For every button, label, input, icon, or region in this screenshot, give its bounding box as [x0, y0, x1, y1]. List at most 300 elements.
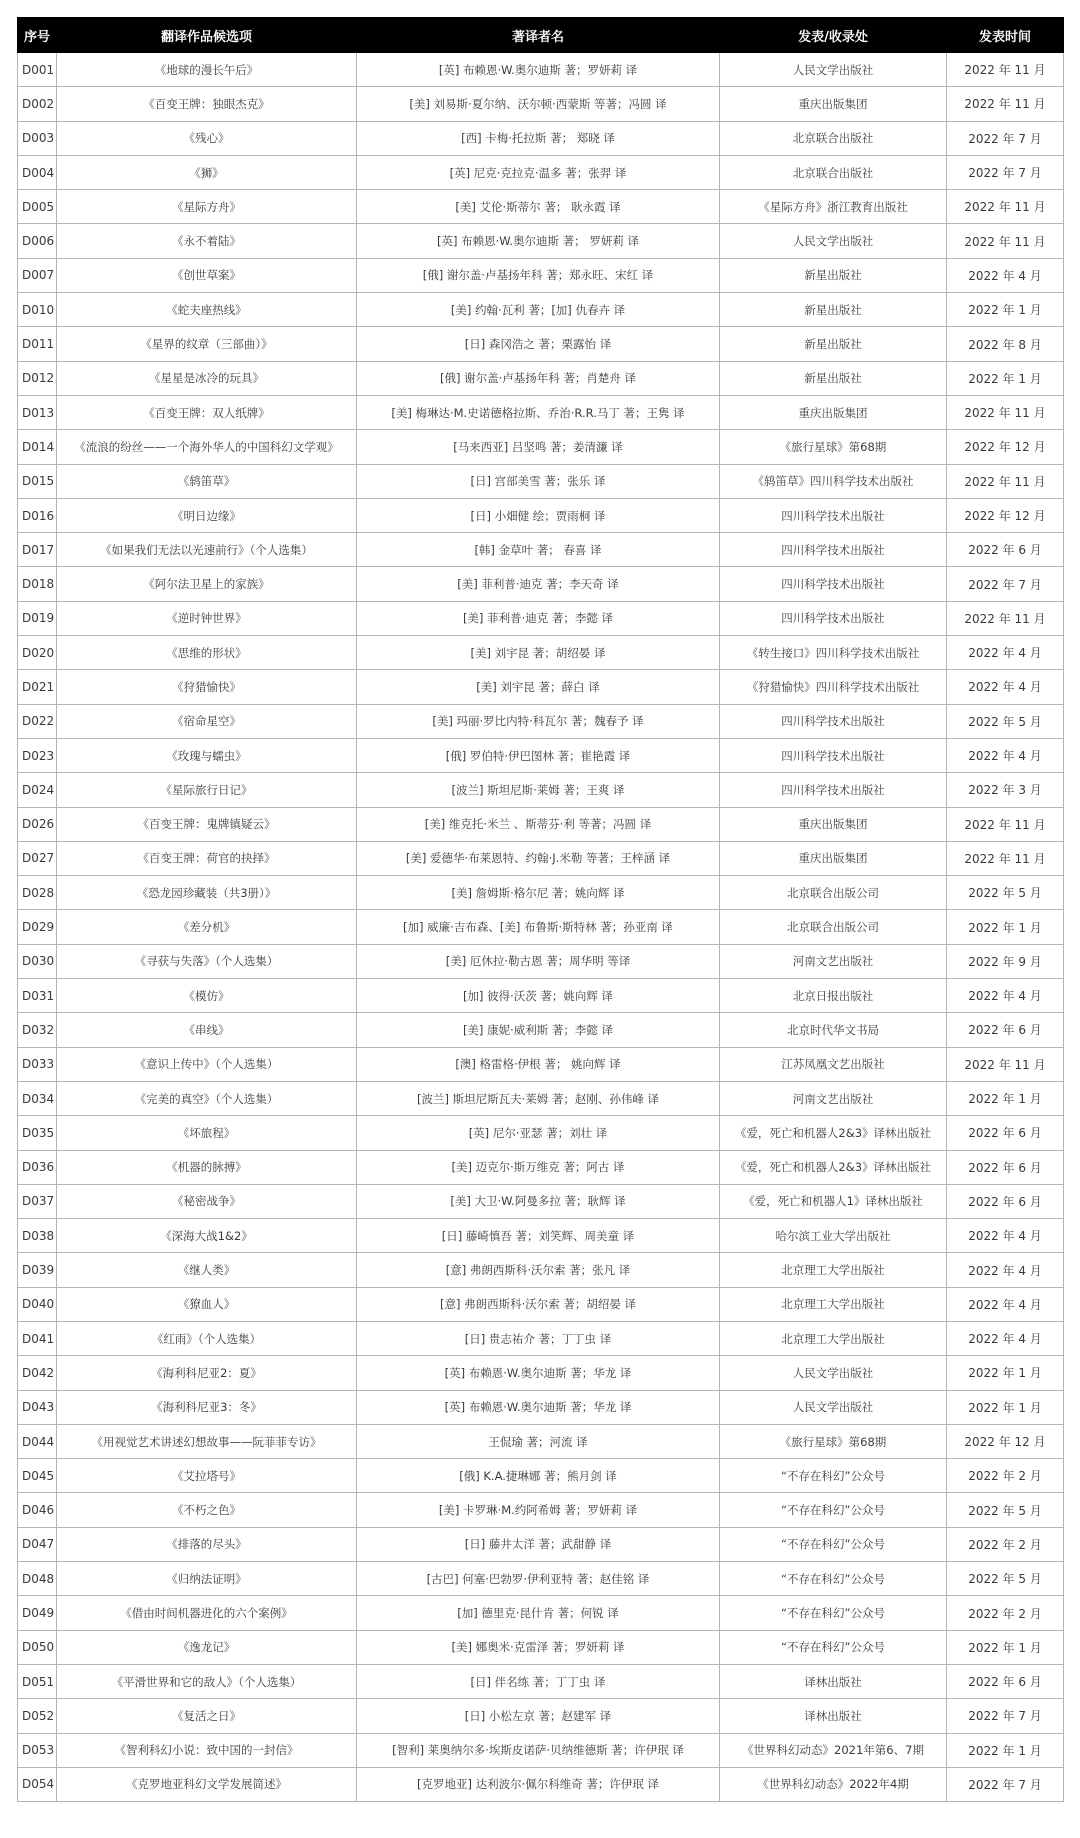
cell-title: 《逸龙记》 — [57, 1630, 357, 1664]
cell-publisher: 四川科学技术出版社 — [720, 704, 947, 738]
cell-date: 2022 年 1 月 — [947, 361, 1064, 395]
cell-publisher: 《转生接口》四川科学技术出版社 — [720, 636, 947, 670]
header-date: 发表时间 — [947, 18, 1064, 53]
table-row — [18, 361, 1064, 395]
header-author: 著译者名 — [357, 18, 720, 53]
cell-publisher: “不存在科幻”公众号 — [720, 1596, 947, 1630]
table-row — [18, 258, 1064, 292]
table-row — [18, 841, 1064, 875]
cell-publisher: 北京理工大学出版社 — [720, 1253, 947, 1287]
cell-author: [西] 卡梅·托拉斯 著； 郑晓 译 — [357, 121, 720, 155]
table-row — [18, 1493, 1064, 1527]
table-row — [18, 979, 1064, 1013]
cell-id: D033 — [18, 1047, 57, 1081]
cell-title: 《坏旅程》 — [57, 1116, 357, 1150]
table-row — [18, 670, 1064, 704]
table-row — [18, 773, 1064, 807]
cell-title: 《创世草案》 — [57, 258, 357, 292]
cell-date: 2022 年 11 月 — [947, 53, 1064, 87]
cell-id: D042 — [18, 1356, 57, 1390]
cell-id: D048 — [18, 1562, 57, 1596]
cell-author: [加] 威廉·吉布森、[美] 布鲁斯·斯特林 著；孙亚南 译 — [357, 910, 720, 944]
cell-id: D037 — [18, 1184, 57, 1218]
cell-publisher: 人民文学出版社 — [720, 224, 947, 258]
cell-date: 2022 年 11 月 — [947, 1047, 1064, 1081]
cell-publisher: 重庆出版集团 — [720, 87, 947, 121]
cell-id: D050 — [18, 1630, 57, 1664]
table-row — [18, 1699, 1064, 1733]
table-row — [18, 498, 1064, 532]
cell-publisher: 北京联合出版公司 — [720, 910, 947, 944]
cell-publisher: 人民文学出版社 — [720, 1390, 947, 1424]
cell-date: 2022 年 11 月 — [947, 87, 1064, 121]
cell-author: [日] 森冈浩之 著；栗露怡 译 — [357, 327, 720, 361]
cell-publisher: 四川科学技术出版社 — [720, 738, 947, 772]
cell-publisher: “不存在科幻”公众号 — [720, 1527, 947, 1561]
table-row — [18, 430, 1064, 464]
cell-id: D016 — [18, 498, 57, 532]
cell-publisher: 新星出版社 — [720, 258, 947, 292]
cell-title: 《差分机》 — [57, 910, 357, 944]
table-row — [18, 1253, 1064, 1287]
cell-title: 《星星是冰冷的玩具》 — [57, 361, 357, 395]
cell-id: D051 — [18, 1664, 57, 1698]
cell-id: D034 — [18, 1081, 57, 1115]
cell-author: [智利] 莱奥纳尔多·埃斯皮诺萨·贝纳维德斯 著；许伊珉 译 — [357, 1733, 720, 1767]
cell-author: [美] 菲利普·迪克 著；李懿 译 — [357, 601, 720, 635]
cell-title: 《星界的纹章（三部曲）》 — [57, 327, 357, 361]
cell-date: 2022 年 1 月 — [947, 1081, 1064, 1115]
cell-title: 《阿尔法卫星上的家族》 — [57, 567, 357, 601]
cell-title: 《深海大战1&2》 — [57, 1219, 357, 1253]
cell-author: [俄] K.A.捷琳娜 著；熊月剑 译 — [357, 1459, 720, 1493]
cell-author: [美] 卡罗琳·M.约阿希姆 著；罗妍莉 译 — [357, 1493, 720, 1527]
cell-author: [古巴] 何塞·巴勃罗·伊利亚特 著；赵佳铭 译 — [357, 1562, 720, 1596]
cell-author: [日] 藤崎慎吾 著；刘笑辉、周美童 译 — [357, 1219, 720, 1253]
cell-author: [俄] 罗伯特·伊巴图林 著；崔艳霞 译 — [357, 738, 720, 772]
cell-publisher: 北京时代华文书局 — [720, 1013, 947, 1047]
table-row — [18, 1184, 1064, 1218]
table-row — [18, 1081, 1064, 1115]
cell-publisher: 新星出版社 — [720, 293, 947, 327]
cell-title: 《完美的真空》（个人选集） — [57, 1081, 357, 1115]
cell-date: 2022 年 12 月 — [947, 1424, 1064, 1458]
cell-publisher: 译林出版社 — [720, 1699, 947, 1733]
cell-date: 2022 年 3 月 — [947, 773, 1064, 807]
table-row — [18, 1287, 1064, 1321]
table-row — [18, 601, 1064, 635]
cell-id: D017 — [18, 533, 57, 567]
cell-title: 《恐龙园珍藏装（共3册）》 — [57, 876, 357, 910]
cell-author: [澳] 格雷格·伊根 著； 姚向辉 译 — [357, 1047, 720, 1081]
cell-author: [英] 尼尔·亚瑟 著；刘壮 译 — [357, 1116, 720, 1150]
cell-id: D039 — [18, 1253, 57, 1287]
cell-publisher: 北京联合出版公司 — [720, 876, 947, 910]
cell-date: 2022 年 11 月 — [947, 190, 1064, 224]
cell-publisher: 北京联合出版社 — [720, 121, 947, 155]
cell-publisher: 四川科学技术出版社 — [720, 773, 947, 807]
cell-date: 2022 年 4 月 — [947, 636, 1064, 670]
cell-date: 2022 年 4 月 — [947, 1287, 1064, 1321]
cell-title: 《继人类》 — [57, 1253, 357, 1287]
cell-id: D040 — [18, 1287, 57, 1321]
cell-title: 《平滑世界和它的敌人》（个人选集） — [57, 1664, 357, 1698]
cell-id: D054 — [18, 1767, 57, 1801]
cell-author: [美] 艾伦·斯蒂尔 著； 耿永霞 译 — [357, 190, 720, 224]
cell-author: [俄] 谢尔盖·卢基扬年科 著；肖楚舟 译 — [357, 361, 720, 395]
cell-id: D041 — [18, 1321, 57, 1355]
cell-date: 2022 年 6 月 — [947, 1184, 1064, 1218]
table-row — [18, 1321, 1064, 1355]
cell-publisher: 河南文艺出版社 — [720, 944, 947, 978]
cell-date: 2022 年 2 月 — [947, 1527, 1064, 1561]
cell-publisher: “不存在科幻”公众号 — [720, 1630, 947, 1664]
cell-date: 2022 年 4 月 — [947, 1253, 1064, 1287]
table-row — [18, 1733, 1064, 1767]
table-row — [18, 1150, 1064, 1184]
cell-publisher: “不存在科幻”公众号 — [720, 1562, 947, 1596]
cell-author: [日] 伴名练 著；丁丁虫 译 — [357, 1664, 720, 1698]
cell-author: [意] 弗朗西斯科·沃尔索 著；胡绍晏 译 — [357, 1287, 720, 1321]
cell-id: D004 — [18, 155, 57, 189]
cell-date: 2022 年 12 月 — [947, 430, 1064, 464]
cell-author: [美] 迈克尔·斯万维克 著；阿古 译 — [357, 1150, 720, 1184]
cell-publisher: 译林出版社 — [720, 1664, 947, 1698]
cell-id: D021 — [18, 670, 57, 704]
cell-author: [美] 梅琳达·M.史诺德格拉斯、乔治·R.R.马丁 著；王隽 译 — [357, 395, 720, 429]
cell-title: 《鸫笛草》 — [57, 464, 357, 498]
cell-title: 《星际旅行日记》 — [57, 773, 357, 807]
cell-id: D002 — [18, 87, 57, 121]
cell-id: D013 — [18, 395, 57, 429]
table-row — [18, 944, 1064, 978]
table-row — [18, 190, 1064, 224]
cell-id: D023 — [18, 738, 57, 772]
cell-date: 2022 年 11 月 — [947, 601, 1064, 635]
cell-id: D035 — [18, 1116, 57, 1150]
table-row — [18, 533, 1064, 567]
cell-id: D003 — [18, 121, 57, 155]
cell-title: 《百变王牌：独眼杰克》 — [57, 87, 357, 121]
cell-title: 《百变王牌：鬼牌镇疑云》 — [57, 807, 357, 841]
cell-author: [克罗地亚] 达利波尔·佩尔科维奇 著；许伊珉 译 — [357, 1767, 720, 1801]
cell-date: 2022 年 1 月 — [947, 293, 1064, 327]
cell-date: 2022 年 6 月 — [947, 1150, 1064, 1184]
table-header — [18, 18, 1064, 53]
table-row — [18, 155, 1064, 189]
cell-date: 2022 年 1 月 — [947, 1733, 1064, 1767]
cell-id: D029 — [18, 910, 57, 944]
cell-id: D011 — [18, 327, 57, 361]
cell-author: [英] 布赖恩·W.奥尔迪斯 著； 罗妍莉 译 — [357, 224, 720, 258]
table-row — [18, 395, 1064, 429]
cell-id: D047 — [18, 1527, 57, 1561]
cell-id: D036 — [18, 1150, 57, 1184]
cell-title: 《机器的脉搏》 — [57, 1150, 357, 1184]
cell-author: [英] 布赖恩·W.奥尔迪斯 著；华龙 译 — [357, 1390, 720, 1424]
table-row — [18, 1664, 1064, 1698]
cell-title: 《艾拉塔号》 — [57, 1459, 357, 1493]
cell-publisher: 江苏凤凰文艺出版社 — [720, 1047, 947, 1081]
cell-publisher: 哈尔滨工业大学出版社 — [720, 1219, 947, 1253]
table-row — [18, 807, 1064, 841]
cell-title: 《如果我们无法以光速前行》（个人选集） — [57, 533, 357, 567]
table-row — [18, 1356, 1064, 1390]
cell-author: [美] 康妮·威利斯 著；李懿 译 — [357, 1013, 720, 1047]
cell-publisher: 《狩猎愉快》四川科学技术出版社 — [720, 670, 947, 704]
cell-publisher: 人民文学出版社 — [720, 1356, 947, 1390]
cell-date: 2022 年 5 月 — [947, 704, 1064, 738]
cell-title: 《蛇夫座热线》 — [57, 293, 357, 327]
cell-id: D049 — [18, 1596, 57, 1630]
cell-date: 2022 年 1 月 — [947, 1356, 1064, 1390]
table-row — [18, 464, 1064, 498]
cell-id: D043 — [18, 1390, 57, 1424]
table-row — [18, 121, 1064, 155]
cell-title: 《海利科尼亚3：冬》 — [57, 1390, 357, 1424]
cell-publisher: 《旅行星球》第68期 — [720, 1424, 947, 1458]
cell-title: 《用视觉艺术讲述幻想故事——阮菲菲专访》 — [57, 1424, 357, 1458]
cell-title: 《归纳法证明》 — [57, 1562, 357, 1596]
cell-publisher: “不存在科幻”公众号 — [720, 1459, 947, 1493]
cell-date: 2022 年 1 月 — [947, 910, 1064, 944]
table-row — [18, 1562, 1064, 1596]
table-row — [18, 1219, 1064, 1253]
cell-author: [美] 玛丽·罗比内特·科瓦尔 著；魏春予 译 — [357, 704, 720, 738]
cell-id: D030 — [18, 944, 57, 978]
header-publisher: 发表/收录处 — [720, 18, 947, 53]
table-body — [18, 53, 1064, 1802]
cell-date: 2022 年 6 月 — [947, 1116, 1064, 1150]
table-row — [18, 636, 1064, 670]
table-row — [18, 1013, 1064, 1047]
cell-publisher: 《世界科幻动态》2021年第6、7期 — [720, 1733, 947, 1767]
cell-id: D001 — [18, 53, 57, 87]
cell-date: 2022 年 2 月 — [947, 1459, 1064, 1493]
cell-date: 2022 年 6 月 — [947, 1664, 1064, 1698]
table-row — [18, 1424, 1064, 1458]
cell-title: 《逆时钟世界》 — [57, 601, 357, 635]
cell-publisher: 北京联合出版社 — [720, 155, 947, 189]
cell-date: 2022 年 5 月 — [947, 876, 1064, 910]
header-row — [18, 18, 1064, 53]
table-row — [18, 738, 1064, 772]
cell-date: 2022 年 11 月 — [947, 807, 1064, 841]
cell-id: D045 — [18, 1459, 57, 1493]
table-row — [18, 1116, 1064, 1150]
cell-date: 2022 年 6 月 — [947, 1013, 1064, 1047]
cell-publisher: 新星出版社 — [720, 361, 947, 395]
cell-id: D026 — [18, 807, 57, 841]
cell-date: 2022 年 6 月 — [947, 533, 1064, 567]
cell-id: D022 — [18, 704, 57, 738]
cell-author: [日] 小松左京 著；赵建军 译 — [357, 1699, 720, 1733]
cell-publisher: 《爱，死亡和机器人1》译林出版社 — [720, 1184, 947, 1218]
cell-id: D014 — [18, 430, 57, 464]
cell-date: 2022 年 4 月 — [947, 258, 1064, 292]
cell-publisher: 四川科学技术出版社 — [720, 533, 947, 567]
cell-author: [美] 爱德华·布莱恩特、约翰·J.米勒 等著；王梓涵 译 — [357, 841, 720, 875]
cell-publisher: 北京理工大学出版社 — [720, 1287, 947, 1321]
cell-title: 《模仿》 — [57, 979, 357, 1013]
cell-date: 2022 年 7 月 — [947, 1699, 1064, 1733]
cell-date: 2022 年 5 月 — [947, 1493, 1064, 1527]
cell-id: D006 — [18, 224, 57, 258]
cell-title: 《秘密战争》 — [57, 1184, 357, 1218]
cell-id: D031 — [18, 979, 57, 1013]
table-row — [18, 1390, 1064, 1424]
cell-author: [美] 刘易斯·夏尔纳、沃尔顿·西蒙斯 等著；冯圆 译 — [357, 87, 720, 121]
cell-publisher: 新星出版社 — [720, 327, 947, 361]
cell-title: 《狮》 — [57, 155, 357, 189]
cell-date: 2022 年 4 月 — [947, 738, 1064, 772]
cell-date: 2022 年 12 月 — [947, 498, 1064, 532]
cell-author: [英] 布赖恩·W.奥尔迪斯 著；罗妍莉 译 — [357, 53, 720, 87]
cell-title: 《不朽之色》 — [57, 1493, 357, 1527]
cell-publisher: 《鸫笛草》四川科学技术出版社 — [720, 464, 947, 498]
cell-author: [美] 维克托·米兰 、斯蒂芬·利 等著；冯圆 译 — [357, 807, 720, 841]
table-row — [18, 1596, 1064, 1630]
table-row — [18, 1047, 1064, 1081]
cell-publisher: 重庆出版集团 — [720, 807, 947, 841]
cell-publisher: 四川科学技术出版社 — [720, 601, 947, 635]
cell-id: D032 — [18, 1013, 57, 1047]
cell-author: [加] 彼得·沃茨 著；姚向辉 译 — [357, 979, 720, 1013]
cell-publisher: 《爱，死亡和机器人2&3》译林出版社 — [720, 1116, 947, 1150]
table-row — [18, 293, 1064, 327]
cell-title: 《獠血人》 — [57, 1287, 357, 1321]
cell-id: D012 — [18, 361, 57, 395]
cell-date: 2022 年 4 月 — [947, 1219, 1064, 1253]
cell-title: 《意识上传中》（个人选集） — [57, 1047, 357, 1081]
cell-date: 2022 年 2 月 — [947, 1596, 1064, 1630]
cell-author: [日] 小畑健 绘；贾雨桐 译 — [357, 498, 720, 532]
cell-title: 《星际方舟》 — [57, 190, 357, 224]
cell-id: D018 — [18, 567, 57, 601]
cell-title: 《借由时间机器进化的六个案例》 — [57, 1596, 357, 1630]
cell-date: 2022 年 1 月 — [947, 1630, 1064, 1664]
cell-author: [美] 娜奥米·克雷泽 著；罗妍莉 译 — [357, 1630, 720, 1664]
cell-title: 《宿命星空》 — [57, 704, 357, 738]
cell-publisher: 四川科学技术出版社 — [720, 498, 947, 532]
cell-title: 《残心》 — [57, 121, 357, 155]
cell-date: 2022 年 1 月 — [947, 1390, 1064, 1424]
cell-id: D015 — [18, 464, 57, 498]
table-row — [18, 567, 1064, 601]
cell-date: 2022 年 11 月 — [947, 395, 1064, 429]
cell-date: 2022 年 7 月 — [947, 121, 1064, 155]
cell-publisher: 《旅行星球》第68期 — [720, 430, 947, 464]
cell-author: [俄] 谢尔盖·卢基扬年科 著；郑永旺、宋红 译 — [357, 258, 720, 292]
cell-date: 2022 年 8 月 — [947, 327, 1064, 361]
table-row — [18, 1630, 1064, 1664]
cell-date: 2022 年 11 月 — [947, 841, 1064, 875]
cell-title: 《红雨》（个人选集） — [57, 1321, 357, 1355]
cell-date: 2022 年 4 月 — [947, 670, 1064, 704]
cell-author: [美] 厄休拉·勒古恩 著；周华明 等译 — [357, 944, 720, 978]
cell-title: 《地球的漫长午后》 — [57, 53, 357, 87]
cell-title: 《思维的形状》 — [57, 636, 357, 670]
cell-author: [美] 詹姆斯·格尔尼 著；姚向辉 译 — [357, 876, 720, 910]
cell-id: D010 — [18, 293, 57, 327]
cell-publisher: 《星际方舟》浙江教育出版社 — [720, 190, 947, 224]
cell-date: 2022 年 4 月 — [947, 1321, 1064, 1355]
cell-publisher: 重庆出版集团 — [720, 395, 947, 429]
cell-publisher: 《世界科幻动态》2022年4期 — [720, 1767, 947, 1801]
header-id: 序号 — [18, 18, 57, 53]
cell-date: 2022 年 7 月 — [947, 567, 1064, 601]
cell-publisher: 四川科学技术出版社 — [720, 567, 947, 601]
cell-author: 王侃瑜 著；河流 译 — [357, 1424, 720, 1458]
table-row — [18, 1459, 1064, 1493]
cell-id: D019 — [18, 601, 57, 635]
header-title: 翻译作品候选项 — [57, 18, 357, 53]
cell-publisher: 河南文艺出版社 — [720, 1081, 947, 1115]
cell-publisher: “不存在科幻”公众号 — [720, 1493, 947, 1527]
cell-id: D020 — [18, 636, 57, 670]
cell-author: [美] 菲利普·迪克 著；李天奇 译 — [357, 567, 720, 601]
cell-author: [美] 刘宇昆 著；薛白 译 — [357, 670, 720, 704]
table-row — [18, 53, 1064, 87]
cell-publisher: 重庆出版集团 — [720, 841, 947, 875]
cell-title: 《永不着陆》 — [57, 224, 357, 258]
cell-date: 2022 年 7 月 — [947, 155, 1064, 189]
cell-id: D007 — [18, 258, 57, 292]
cell-publisher: 北京理工大学出版社 — [720, 1321, 947, 1355]
table-row — [18, 910, 1064, 944]
cell-id: D005 — [18, 190, 57, 224]
table-row — [18, 87, 1064, 121]
cell-author: [日] 贵志祐介 著；丁丁虫 译 — [357, 1321, 720, 1355]
cell-author: [马来西亚] 吕坚鸣 著；姜清濂 译 — [357, 430, 720, 464]
cell-date: 2022 年 5 月 — [947, 1562, 1064, 1596]
cell-title: 《智利科幻小说：致中国的一封信》 — [57, 1733, 357, 1767]
cell-author: [美] 约翰·瓦利 著；[加] 仇春卉 译 — [357, 293, 720, 327]
cell-id: D053 — [18, 1733, 57, 1767]
cell-date: 2022 年 9 月 — [947, 944, 1064, 978]
cell-title: 《狩猎愉快》 — [57, 670, 357, 704]
cell-author: [波兰] 斯坦尼斯瓦夫·莱姆 著；赵刚、孙伟峰 译 — [357, 1081, 720, 1115]
cell-title: 《明日边缘》 — [57, 498, 357, 532]
table-row — [18, 704, 1064, 738]
cell-date: 2022 年 4 月 — [947, 979, 1064, 1013]
cell-title: 《玫瑰与蠕虫》 — [57, 738, 357, 772]
table-row — [18, 1527, 1064, 1561]
translation-candidates-table — [17, 17, 1064, 1802]
table-row — [18, 876, 1064, 910]
cell-author: [美] 刘宇昆 著；胡绍晏 译 — [357, 636, 720, 670]
cell-date: 2022 年 11 月 — [947, 224, 1064, 258]
cell-id: D038 — [18, 1219, 57, 1253]
cell-id: D024 — [18, 773, 57, 807]
table-row — [18, 1767, 1064, 1801]
cell-title: 《寻获与失落》（个人选集） — [57, 944, 357, 978]
cell-publisher: 人民文学出版社 — [720, 53, 947, 87]
cell-title: 《排落的尽头》 — [57, 1527, 357, 1561]
cell-author: [日] 藤井太洋 著；武甜静 译 — [357, 1527, 720, 1561]
cell-id: D027 — [18, 841, 57, 875]
cell-author: [意] 弗朗西斯科·沃尔索 著；张凡 译 — [357, 1253, 720, 1287]
cell-id: D028 — [18, 876, 57, 910]
cell-title: 《海利科尼亚2：夏》 — [57, 1356, 357, 1390]
cell-author: [波兰] 斯坦尼斯·莱姆 著；王爽 译 — [357, 773, 720, 807]
table-row — [18, 224, 1064, 258]
cell-date: 2022 年 11 月 — [947, 464, 1064, 498]
cell-title: 《百变王牌：荷官的抉择》 — [57, 841, 357, 875]
cell-title: 《百变王牌：双人纸牌》 — [57, 395, 357, 429]
cell-id: D044 — [18, 1424, 57, 1458]
cell-author: [韩] 金草叶 著； 春喜 译 — [357, 533, 720, 567]
